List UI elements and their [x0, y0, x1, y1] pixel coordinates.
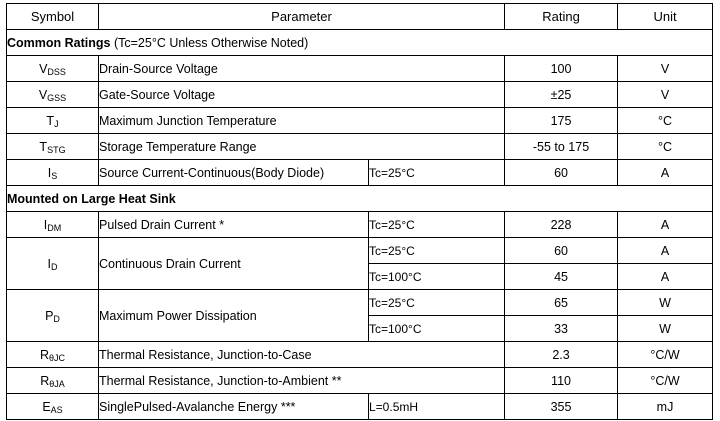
section-row-mounted-heat-sink [7, 186, 713, 212]
condition-cell: Tc=25°C [369, 160, 505, 186]
parameter-cell: Gate-Source Voltage [99, 82, 505, 108]
symbol-sub: D [53, 313, 60, 324]
table-row [7, 82, 713, 108]
symbol-sub: DSS [47, 66, 66, 77]
parameter-cell: SinglePulsed-Avalanche Energy *** [99, 394, 369, 420]
rating-cell: 100 [505, 56, 618, 82]
symbol-main: V [38, 87, 48, 102]
unit-cell: V [618, 56, 713, 82]
symbol-main: I [47, 256, 51, 271]
symbol-cell [7, 368, 99, 394]
symbol-cell [7, 238, 99, 290]
header-rating: Rating [505, 4, 618, 30]
parameter-cell: Source Current-Continuous(Body Diode) [99, 160, 369, 186]
section-label-mounted-heat-sink [7, 186, 713, 212]
rating-cell: ±25 [505, 82, 618, 108]
rating-cell: 45 [505, 264, 618, 290]
table-row [7, 368, 713, 394]
symbol-main: T [39, 139, 48, 154]
condition-cell: Tc=100°C [369, 264, 505, 290]
symbol-sub: θJA [49, 378, 65, 389]
table-row [7, 134, 713, 160]
symbol-cell [7, 212, 99, 238]
unit-cell: °C [618, 108, 713, 134]
symbol-main: T [46, 113, 55, 128]
symbol-cell [7, 82, 99, 108]
table-row [7, 290, 713, 316]
table-row [7, 56, 713, 82]
rating-cell: -55 to 175 [505, 134, 618, 160]
symbol-sub: DM [47, 222, 62, 233]
absolute-maximum-ratings-table [6, 3, 713, 420]
parameter-cell: Drain-Source Voltage [99, 56, 505, 82]
symbol-cell [7, 290, 99, 342]
table-row [7, 160, 713, 186]
condition-cell: Tc=25°C [369, 290, 505, 316]
symbol-main: V [39, 61, 48, 76]
symbol-main: I [47, 165, 52, 180]
parameter-cell: Maximum Junction Temperature [99, 108, 505, 134]
table-row [7, 394, 713, 420]
parameter-cell: Maximum Power Dissipation [99, 290, 369, 342]
header-parameter: Parameter [99, 4, 505, 30]
unit-cell: W [618, 316, 713, 342]
rating-cell: 175 [505, 108, 618, 134]
header-unit: Unit [618, 4, 713, 30]
parameter-cell: Thermal Resistance, Junction-to-Ambient ** [99, 368, 505, 394]
table-row [7, 108, 713, 134]
unit-cell: A [618, 160, 713, 186]
unit-cell: mJ [618, 394, 713, 420]
symbol-sub: AS [50, 404, 63, 415]
unit-cell: °C/W [618, 368, 713, 394]
rating-cell: 228 [505, 212, 618, 238]
section-title-mounted: Mounted on Large Heat Sink [7, 191, 176, 206]
symbol-cell [7, 160, 99, 186]
condition-cell: Tc=100°C [369, 316, 505, 342]
symbol-main: R [40, 373, 50, 388]
parameter-cell: Continuous Drain Current [99, 238, 369, 290]
parameter-cell: Pulsed Drain Current * [99, 212, 369, 238]
section-label-common-ratings [7, 30, 713, 56]
table-header-row [7, 4, 713, 30]
unit-cell: A [618, 264, 713, 290]
unit-cell: V [618, 82, 713, 108]
unit-cell: A [618, 212, 713, 238]
symbol-sub: S [51, 170, 58, 181]
section-note-common: (Tc=25°C Unless Otherwise Noted) [110, 35, 309, 50]
rating-cell: 2.3 [505, 342, 618, 368]
symbol-cell [7, 108, 99, 134]
symbol-main: P [45, 308, 54, 323]
symbol-cell [7, 56, 99, 82]
symbol-sub: GSS [47, 92, 67, 103]
rating-cell: 33 [505, 316, 618, 342]
symbol-sub: θJC [49, 352, 66, 363]
parameter-cell: Thermal Resistance, Junction-to-Case [99, 342, 505, 368]
rating-cell: 60 [505, 160, 618, 186]
rating-cell: 110 [505, 368, 618, 394]
table-row [7, 238, 713, 264]
condition-cell: L=0.5mH [369, 394, 505, 420]
unit-cell: °C/W [618, 342, 713, 368]
symbol-sub: STG [47, 144, 66, 155]
symbol-sub: D [50, 261, 58, 272]
rating-cell: 65 [505, 290, 618, 316]
unit-cell: °C [618, 134, 713, 160]
section-title-common: Common Ratings [7, 35, 111, 50]
unit-cell: A [618, 238, 713, 264]
symbol-main: R [39, 347, 49, 362]
symbol-cell [7, 342, 99, 368]
condition-cell: Tc=25°C [369, 212, 505, 238]
datasheet-ratings-table-page [0, 3, 720, 421]
symbol-main: E [42, 399, 51, 414]
unit-cell: W [618, 290, 713, 316]
table-row [7, 212, 713, 238]
rating-cell: 60 [505, 238, 618, 264]
condition-cell: Tc=25°C [369, 238, 505, 264]
symbol-main: I [43, 217, 48, 232]
section-row-common-ratings [7, 30, 713, 56]
symbol-cell [7, 134, 99, 160]
rating-cell: 355 [505, 394, 618, 420]
parameter-cell: Storage Temperature Range [99, 134, 505, 160]
table-row [7, 342, 713, 368]
header-symbol: Symbol [7, 4, 99, 30]
symbol-sub: J [54, 118, 59, 129]
symbol-cell [7, 394, 99, 420]
